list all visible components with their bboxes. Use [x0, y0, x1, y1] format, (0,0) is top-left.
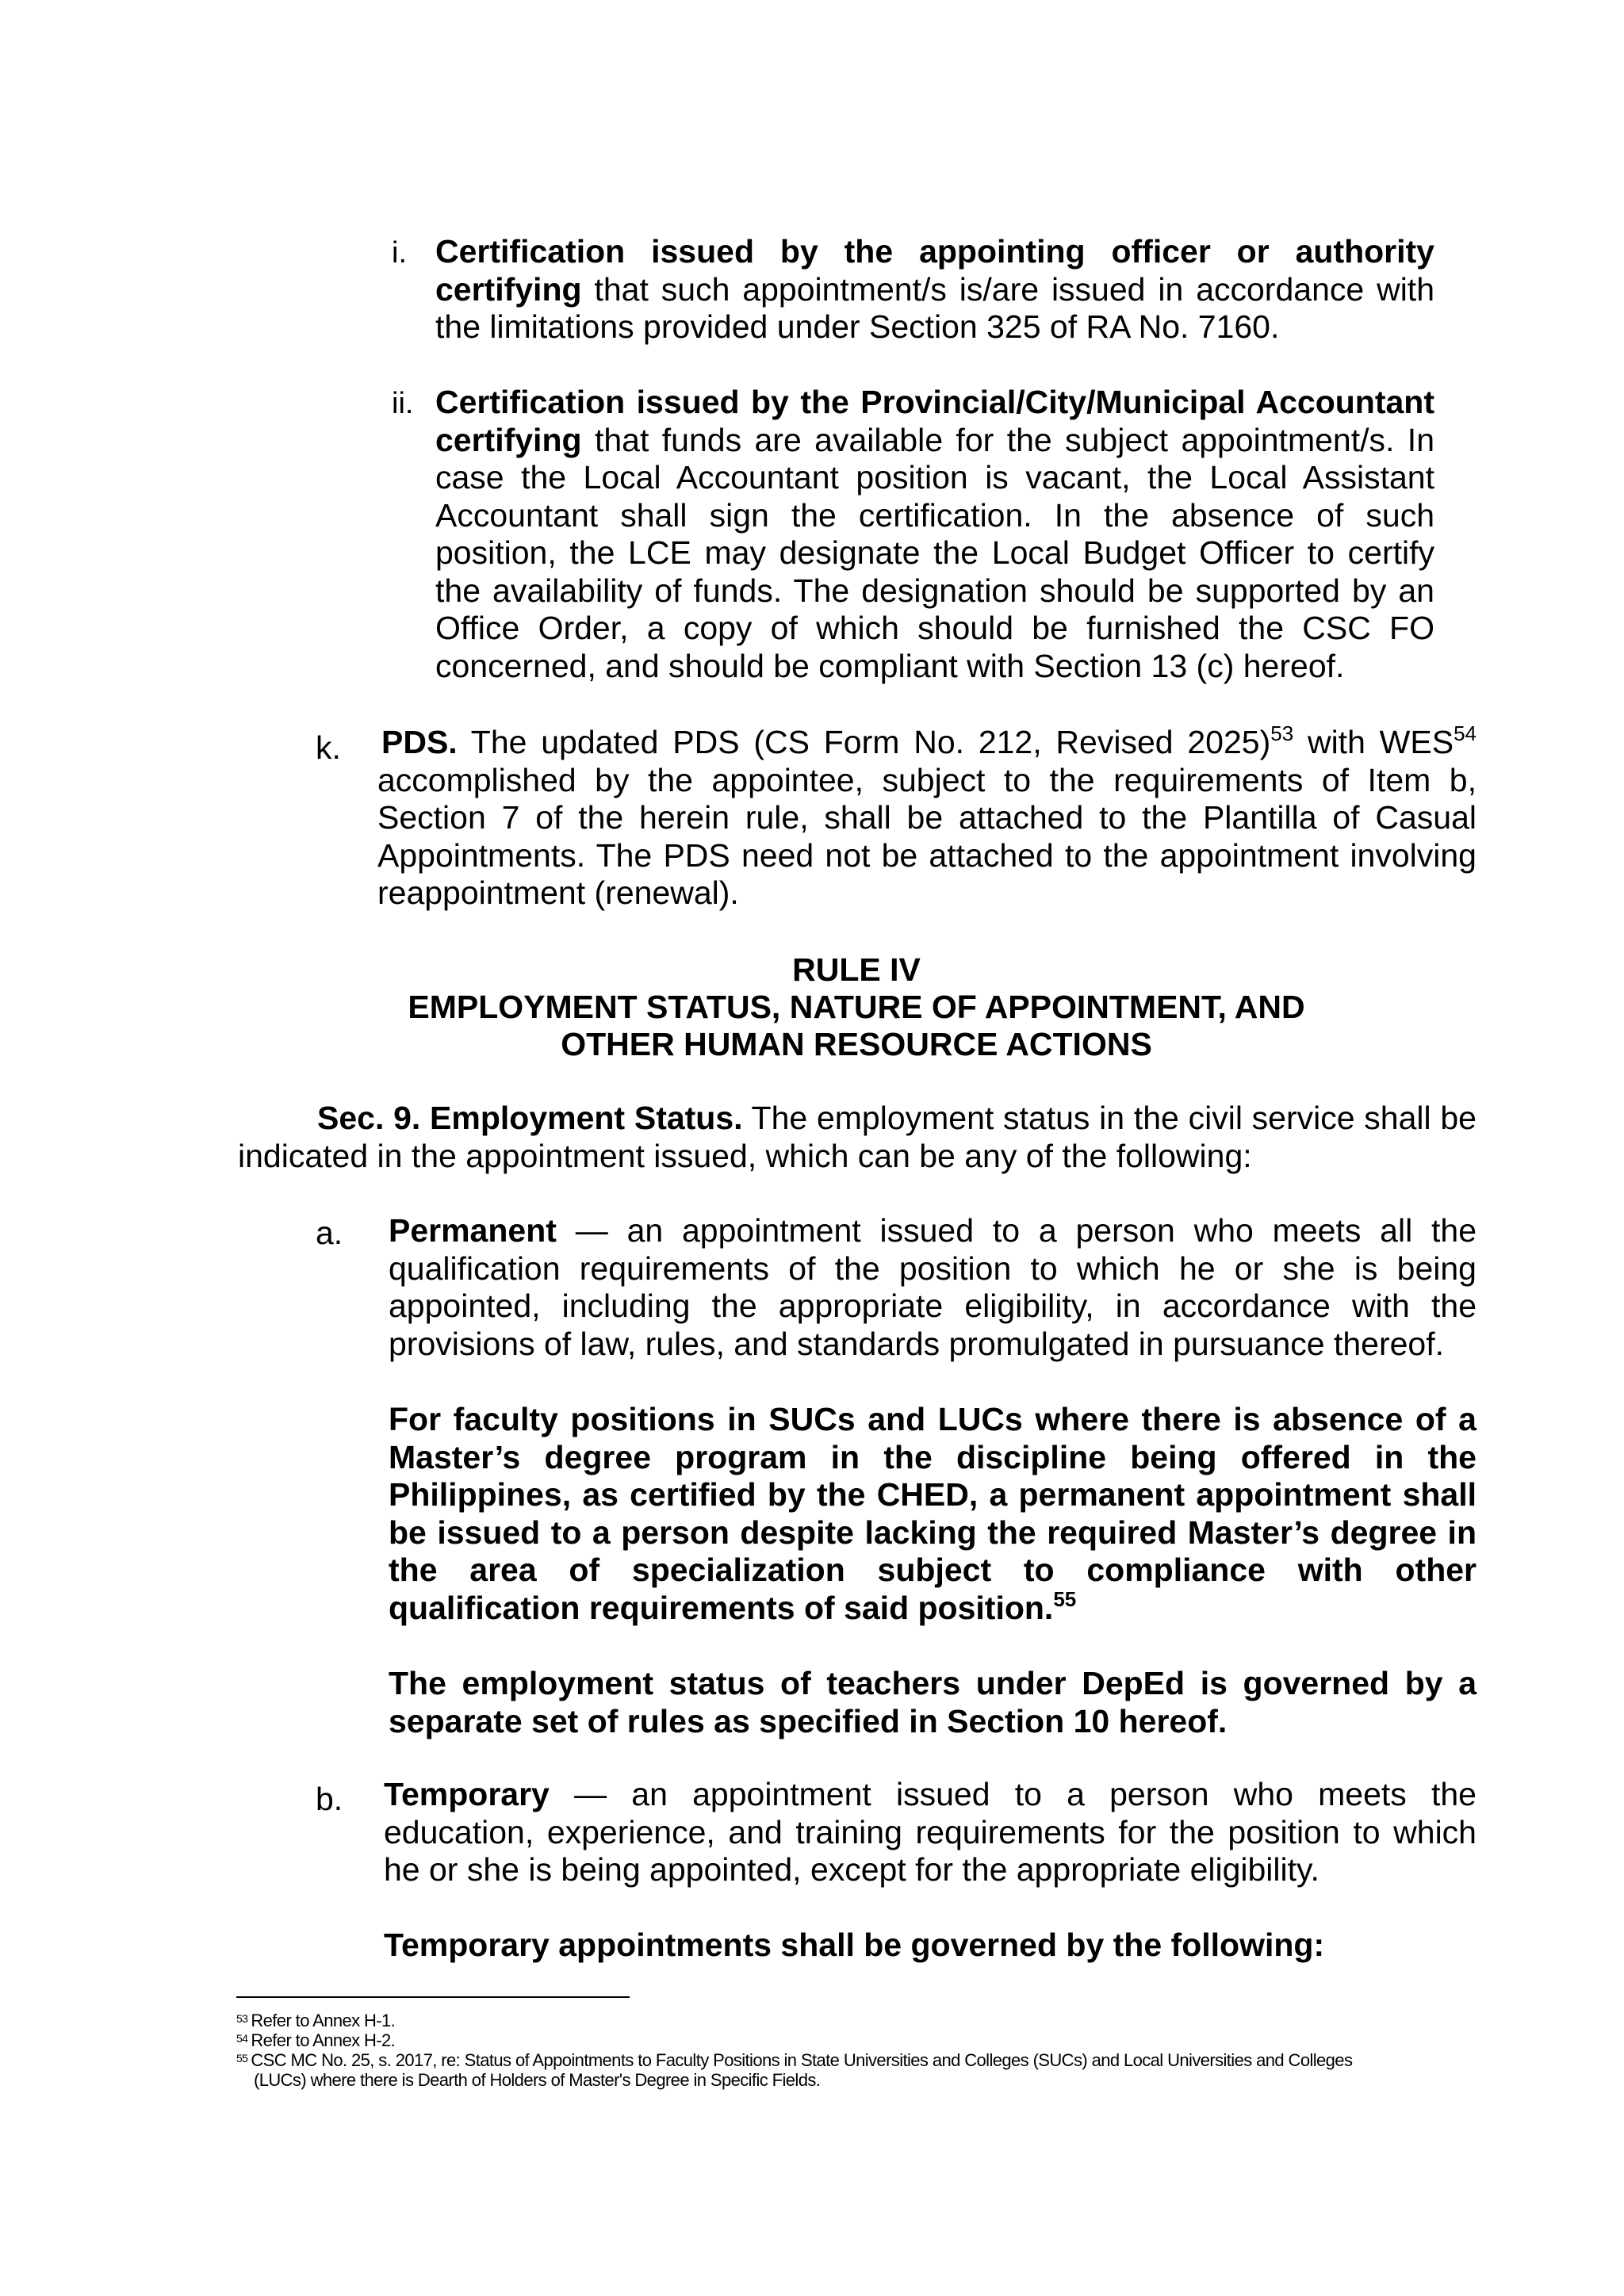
- item-a-faculty-paragraph: [389, 1401, 1477, 1627]
- item-i-label: i.: [392, 236, 407, 270]
- item-k-text-b: with WES: [1293, 724, 1454, 760]
- item-k-text-c: accomplished by the appointee, subject to the requirements of Item b, Section 7 of the herein rule, shall be attached to the Plantilla of Casual Appointments. The PDS need not be attached to the appointment involving reappointment (renewal).: [377, 761, 1477, 911]
- item-b: [384, 1776, 1477, 1889]
- section-9-text: The employment status in the civil service shall be indicated in the appointment issued, which can be any of the following:: [238, 1100, 1477, 1174]
- footnote-55: [236, 2050, 1473, 2070]
- footnote-separator: [236, 1996, 630, 1998]
- item-i-text: that such appointment/s is/are issued in accordance with the limitations provided under Section 325 of RA No. 7160.: [435, 270, 1434, 345]
- item-i-bold: Certification issued by the appointing officer or authority certifying: [435, 233, 1434, 308]
- footnote-53: [236, 2011, 1473, 2030]
- item-ii-label: ii.: [392, 387, 414, 420]
- footnote-54-text: Refer to Annex H-2.: [251, 2030, 396, 2050]
- footnote-ref-53: 53: [1270, 721, 1294, 745]
- footnote-53-text: Refer to Annex H-1.: [251, 2011, 396, 2030]
- rule-title-line1: EMPLOYMENT STATUS, NATURE OF APPOINTMENT, AND: [408, 989, 1305, 1025]
- item-b-label: b.: [316, 1781, 343, 1817]
- item-k-text-a: The updated PDS (CS Form No. 212, Revised 2025): [457, 724, 1271, 760]
- item-ii-text: that funds are available for the subject appointment/s. In case the Local Accountant position is vacant, the Local Assistant Accountant shall sign the certification. In the absence of such position, the LCE may designate the Local Budget Officer to certify the availability of funds. The designation should be supported by an Office Order, a copy of which should be furnished the CSC FO concerned, and should be compliant with Section 13 (c) hereof.: [435, 421, 1434, 684]
- footnote-55-text: CSC MC No. 25, s. 2017, re: Status of Appointments to Faculty Positions in State Universities and Colleges (SUCs) and Local Universities and Colleges: [251, 2050, 1353, 2070]
- footnote-54: [236, 2030, 1473, 2050]
- section-9-heading: Sec. 9. Employment Status.: [317, 1100, 743, 1136]
- rule-title-line2: OTHER HUMAN RESOURCE ACTIONS: [561, 1026, 1152, 1062]
- item-a-label: a.: [316, 1215, 343, 1251]
- rule-number: RULE IV: [792, 951, 921, 988]
- footnote-53-number: 53: [236, 2012, 248, 2025]
- item-a-deped-paragraph: [389, 1665, 1477, 1740]
- footnote-55-continued: [236, 2070, 1473, 2090]
- item-i: [435, 233, 1434, 346]
- item-k-bold: PDS.: [381, 724, 458, 760]
- item-a-bold: Permanent: [389, 1212, 557, 1249]
- item-k: [377, 721, 1477, 913]
- item-a-para2: For faculty positions in SUCs and LUCs where there is absence of a Master’s degree program in the discipline being offered in the Philippines, as certified by the CHED, a permanent appointment shall be issued to a person despite lacking the required Master’s degree in the area of specialization subject to compliance with other qualification requirements of said position.: [389, 1401, 1477, 1626]
- item-a: [389, 1212, 1477, 1363]
- item-a-text: — an appointment issued to a person who meets all the qualification requirements of the position to which he or she is being appointed, including the appropriate eligibility, in accordance with the provisions of law, rules, and standards promulgated in pursuance thereof.: [389, 1212, 1477, 1362]
- item-ii-bold: Certification issued by the Provincial/City/Municipal Accountant certifying: [435, 384, 1434, 458]
- item-k-label: k.: [316, 729, 341, 766]
- section-9: [238, 1100, 1477, 1175]
- item-b-para2: Temporary appointments shall be governed by the following:: [384, 1927, 1325, 1963]
- item-b-bold: Temporary: [384, 1776, 550, 1812]
- footnote-55-text-cont: (LUCs) where there is Dearth of Holders of Master's Degree in Specific Fields.: [254, 2070, 821, 2090]
- item-ii: [435, 384, 1434, 685]
- item-b-text: — an appointment issued to a person who meets the education, experience, and training requirements for the position to which he or she is being appointed, except for the appropriate eligibility.: [384, 1776, 1477, 1888]
- item-a-para3: The employment status of teachers under DepEd is governed by a separate set of rules as specified in Section 10 hereof.: [389, 1665, 1477, 1739]
- footnote-54-number: 54: [236, 2032, 248, 2045]
- footnote-55-number: 55: [236, 2052, 248, 2064]
- footnote-ref-54: 54: [1454, 721, 1477, 745]
- footnote-ref-55: 55: [1053, 1586, 1077, 1611]
